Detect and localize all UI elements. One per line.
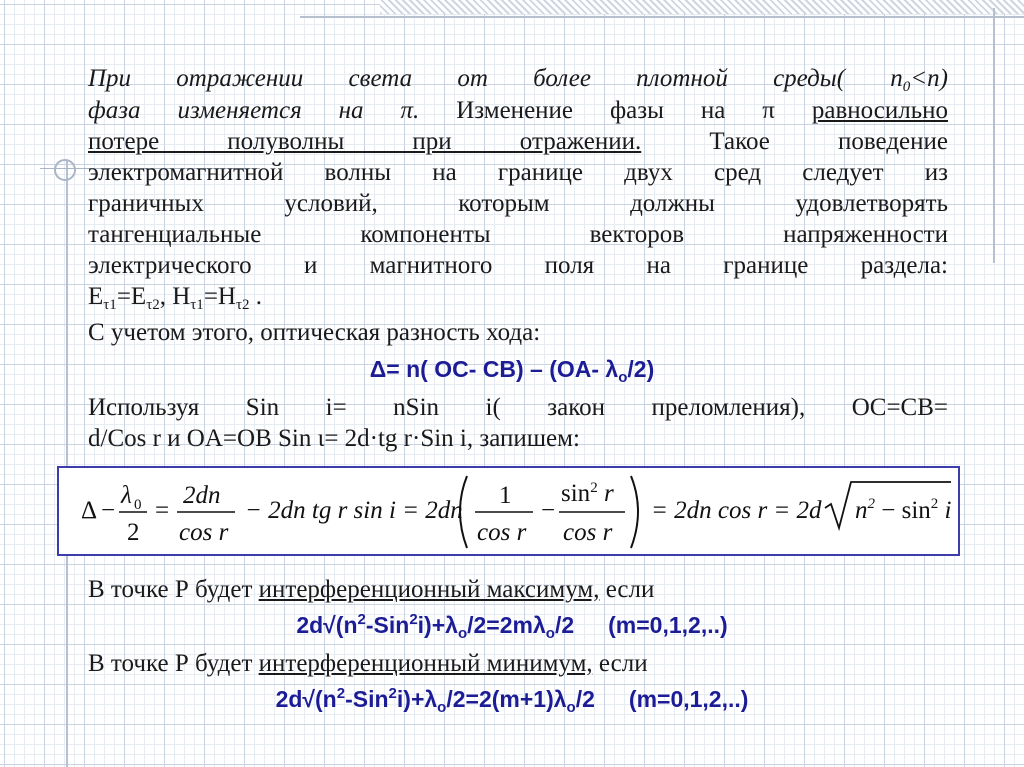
paragraph1-line8: $E_{\tau 1}=E_{\tau 2}$, $H_{\tau 1}=H_{\tau 2}$ . <box>88 283 262 313</box>
decorative-right-line <box>993 8 995 263</box>
formula-delta: Δ <box>81 497 98 524</box>
paragraph1-line6: тангенциальные компоненты векторов напряженности <box>88 221 948 248</box>
min-condition-text: В точке Р будет интерференционный минимум, если <box>88 650 648 677</box>
formula-den-cosr-2: cos r <box>477 519 527 546</box>
formula-minus1: − <box>101 497 116 524</box>
formula-den-cosr: cos r <box>179 519 229 546</box>
formula-num-2dn: 2dn <box>183 482 221 509</box>
formula-sin2r: $\sin^2 r$ <box>561 480 614 507</box>
paragraph3-line2: d/Cos r и OA=OB Sin ι= 2d·tg r·Sin i, запишем: <box>88 425 580 452</box>
paragraph1-line4: электромагнитной волны на границе двух сред следует из <box>88 159 948 186</box>
max-condition-equation: $2d√(n^2-Sin^2i)+\lambda_o/2=2m\lambda_o/2$ (m=0,1,2,..) <box>296 611 728 642</box>
formula-right-paren <box>631 476 638 548</box>
formula-lambda: λ <box>121 482 132 509</box>
min-condition-equation: $2d√(n^2-Sin^2i)+\lambda_o/2=2(m+1)\lambda_o/2$ (m=0,1,2,..) <box>275 685 749 716</box>
formula-lambda-sub: 0 <box>134 497 142 513</box>
paragraph1-line1: При отражении света от более плотной среды( $n_0<n$) <box>88 65 948 95</box>
formula-two: 2 <box>127 519 140 546</box>
decorative-left-line <box>66 160 68 767</box>
formula-box <box>57 466 960 556</box>
formula-one: 1 <box>499 482 512 509</box>
max-condition-text: В точке Р будет интерференционный максимум, если <box>88 576 655 603</box>
decorative-circle-icon <box>54 159 76 181</box>
paragraph1-line7: электрического и магнитного поля на границе раздела: <box>88 252 948 279</box>
paragraph2-text: С учетом этого, оптическая разность хода: <box>88 319 541 346</box>
paragraph3-line1: Используя Sin i= nSin i( закон преломления), OC=CB= <box>88 394 948 421</box>
formula-sqrt-content: $n^2 - \sin^2 i$ <box>855 496 952 524</box>
optical-path-equation: Δ= n( OC- CB) – (OA- $\lambda_o/2$) <box>369 356 655 386</box>
formula-eq1: = <box>155 497 170 524</box>
formula-end: = 2dn cos r = 2d <box>651 497 822 524</box>
formula-mid: − 2dn tg r sin i = 2dn <box>245 497 463 524</box>
formula-minus2: − <box>541 497 556 524</box>
paragraph1-line3: потере полуволны при отражении. Такое поведение <box>88 128 948 155</box>
decorative-top-band <box>380 0 1024 14</box>
paragraph1-line2: фаза изменяется на π. Изменение фазы на π равносильно <box>88 97 948 124</box>
formula-den-cosr-3: cos r <box>563 519 613 546</box>
paragraph1-line5: граничных условий, которым должны удовлетворять <box>88 190 948 217</box>
decorative-top-line <box>300 16 1024 18</box>
